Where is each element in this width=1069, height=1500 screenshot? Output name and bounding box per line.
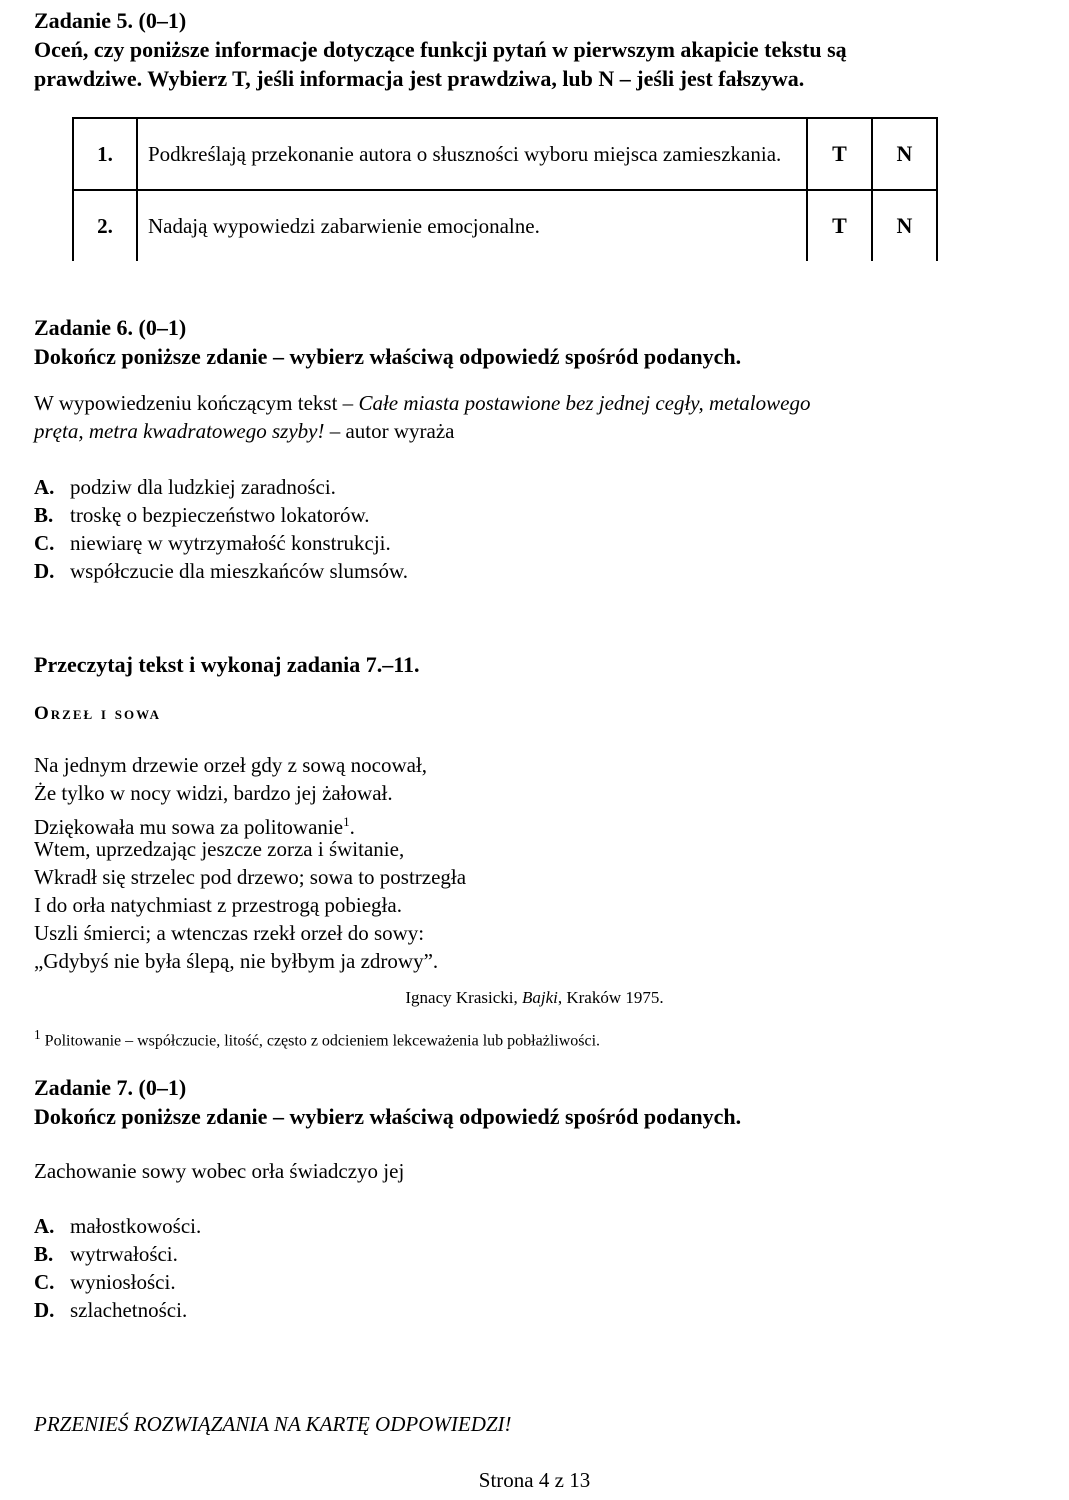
transfer-answers-note: PRZENIEŚ ROZWIĄZANIA NA KARTĘ ODPOWIEDZI! xyxy=(34,1412,512,1436)
task6-prompt-tail: – autor wyraża xyxy=(324,419,455,443)
task5-title: Zadanie 5. (0–1) xyxy=(34,8,187,33)
option-text: podziw dla ludzkiej zaradności. xyxy=(70,475,336,499)
false-option[interactable]: N xyxy=(872,118,937,190)
poem-line: Wtem, uprzedzając jeszcze zorza i świtanie, xyxy=(34,837,405,861)
option-text: troskę o bezpieczeństwo lokatorów. xyxy=(70,503,370,527)
row-number: 2. xyxy=(73,190,137,261)
option-letter: C. xyxy=(34,1270,55,1294)
task5-instruction-line1: Oceń, czy poniższe informacje dotyczące funkcji pytań w pierwszym akapicie tekstu są xyxy=(34,37,847,62)
poem-line-text: Dziękowała mu sowa za politowanie xyxy=(34,815,344,839)
poem-title: Orzeł i sowa xyxy=(34,703,162,724)
task6-instruction: Dokończ poniższe zdanie – wybierz właściwą odpowiedź spośród podanych. xyxy=(34,344,742,369)
source-work: Bajki xyxy=(521,988,558,1007)
footnote xyxy=(34,1027,600,1050)
footnote-text: Politowanie – współczucie, litość, często z odcieniem lekceważenia lub pobłażliwości. xyxy=(44,1032,601,1050)
row-statement: Podkreślają przekonanie autora o słuszności wyboru miejsca zamieszkania. xyxy=(137,118,807,190)
row-statement: Nadają wypowiedzi zabarwienie emocjonalne. xyxy=(137,190,807,261)
poem-line: I do orła natychmiast z przestrogą pobiegła. xyxy=(34,893,402,917)
true-option[interactable]: T xyxy=(807,190,872,261)
true-false-table xyxy=(72,117,938,261)
task7-instruction: Dokończ poniższe zdanie – wybierz właściwą odpowiedź spośród podanych. xyxy=(34,1104,742,1129)
table-row xyxy=(73,190,937,261)
option-text: współczucie dla mieszkańców slumsów. xyxy=(70,559,409,583)
task6-prompt-lead: W wypowiedzeniu kończącym tekst – xyxy=(34,391,359,415)
footnote-marker: 1 xyxy=(343,814,350,829)
task6-option-b[interactable] xyxy=(34,501,370,529)
option-letter: D. xyxy=(34,559,55,583)
poem-source xyxy=(0,988,1069,1008)
poem-line: Że tylko w nocy widzi, bardzo jej żałował. xyxy=(34,781,393,805)
option-letter: A. xyxy=(34,1214,55,1238)
option-text: małostkowości. xyxy=(70,1214,202,1238)
option-text: szlachetności. xyxy=(70,1298,188,1322)
task5-instruction-line2: prawdziwe. Wybierz T, jeśli informacja jest prawdziwa, lub N – jeśli jest fałszywa. xyxy=(34,66,805,91)
task6-prompt-line2 xyxy=(34,417,455,445)
task6-option-d[interactable] xyxy=(34,557,408,585)
page-number: Strona 4 z 13 xyxy=(478,1468,591,1492)
task6-prompt-line1 xyxy=(34,389,810,417)
option-text: wytrwałości. xyxy=(70,1242,178,1266)
false-option[interactable]: N xyxy=(872,190,937,261)
task7-option-a[interactable] xyxy=(34,1212,201,1240)
true-option[interactable]: T xyxy=(807,118,872,190)
option-letter: C. xyxy=(34,531,55,555)
task6-option-c[interactable] xyxy=(34,529,391,557)
footnote-number: 1 xyxy=(34,1027,41,1042)
task6-quote-line1: Całe miasta postawione bez jednej cegły, metalowego xyxy=(358,391,811,415)
option-text: wyniosłości. xyxy=(70,1270,176,1294)
table-row xyxy=(73,118,937,190)
poem-line: „Gdybyś nie była ślepą, nie byłbym ja zdrowy”. xyxy=(34,949,439,973)
source-tail: , Kraków 1975. xyxy=(557,988,664,1007)
poem-line: Na jednym drzewie orzeł gdy z sową nocował, xyxy=(34,753,428,777)
option-letter: B. xyxy=(34,503,54,527)
task7-option-b[interactable] xyxy=(34,1240,178,1268)
option-letter: A. xyxy=(34,475,55,499)
poem-line: Wkradł się strzelec pod drzewo; sowa to postrzegła xyxy=(34,865,467,889)
task6-title: Zadanie 6. (0–1) xyxy=(34,315,187,340)
reading-instruction: Przeczytaj tekst i wykonaj zadania 7.–11. xyxy=(34,652,420,677)
task6-option-a[interactable] xyxy=(34,473,336,501)
source-author: Ignacy Krasicki, xyxy=(405,988,522,1007)
task7-title: Zadanie 7. (0–1) xyxy=(34,1075,187,1100)
poem-line: Uszli śmierci; a wtenczas rzekł orzeł do sowy: xyxy=(34,921,425,945)
option-text: niewiarę w wytrzymałość konstrukcji. xyxy=(70,531,391,555)
poem-line-end: . xyxy=(349,815,355,839)
task7-prompt: Zachowanie sowy wobec orła świadczyo jej xyxy=(34,1159,405,1183)
row-number: 1. xyxy=(73,118,137,190)
task7-option-d[interactable] xyxy=(34,1296,187,1324)
task6-quote-line2: pręta, metra kwadratowego szyby! xyxy=(34,419,325,443)
option-letter: B. xyxy=(34,1242,54,1266)
option-letter: D. xyxy=(34,1298,55,1322)
task7-option-c[interactable] xyxy=(34,1268,176,1296)
